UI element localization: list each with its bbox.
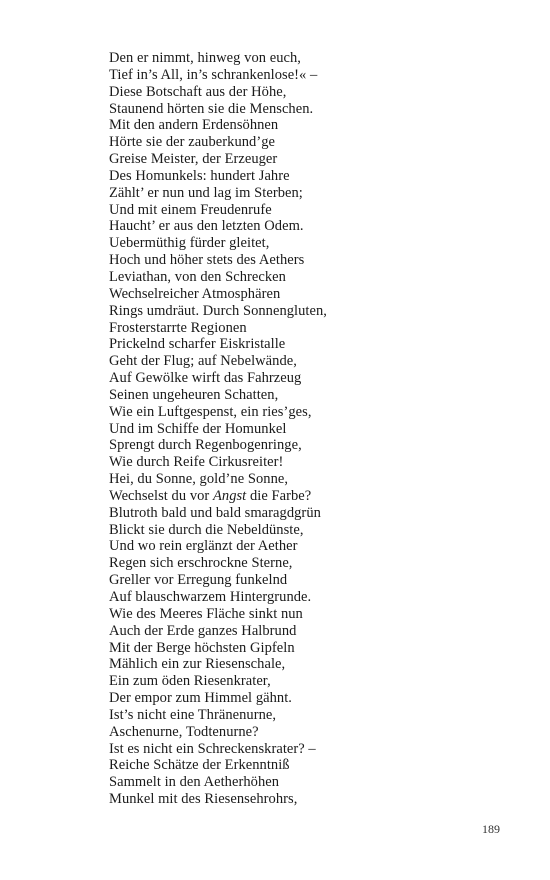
poem-line: Zählt’ er nun und lag im Sterben; [109,184,303,201]
poem-line: Ist es nicht ein Schreckenskrater? – [109,740,316,757]
poem-line: Munkel mit des Riesensehrohrs, [109,791,298,808]
poem-line: Mit den andern Erdensöhnen [109,117,279,134]
poem-line: Prickelnd scharfer Eiskristalle [109,336,286,353]
poem-line: Diese Botschaft aus der Höhe, [109,83,287,100]
poem-line: Aschenurne, Todtenurne? [109,723,259,740]
poem-line: Hoch und höher stets des Aethers [109,252,305,269]
poem-line: Auf Gewölke wirft das Fahrzeug [109,370,302,387]
poem-line: Reiche Schätze der Erkenntniß [109,757,290,774]
poem-line-segment: die Farbe? [246,487,312,504]
poem-line: Haucht’ er aus den letzten Odem. [109,218,304,235]
poem-line: Blickt sie durch die Nebeldünste, [109,521,304,538]
poem-line: Den er nimmt, hinweg von euch, [109,50,301,66]
poem-line: Frosterstarrte Regionen [109,319,247,336]
poem-line: Leviathan, von den Schrecken [109,268,286,285]
poem-line: Greller vor Erregung funkelnd [109,572,288,589]
poem-line: Mählich ein zur Riesenschale, [109,656,286,673]
poem-line: Rings umdräut. Durch Sonnengluten, [109,302,327,319]
poem-line: Ist’s nicht eine Thränenurne, [109,706,277,723]
poem-line: Geht der Flug; auf Nebelwände, [109,353,297,370]
page-number: 189 [482,822,500,836]
poem-line: Tief in’s All, in’s schrankenlose!« – [109,66,318,83]
poem-line: Und im Schiffe der Homunkel [109,420,287,437]
poem-line: Uebermüthig fürder gleitet, [109,235,270,252]
poem-line [109,488,327,505]
poem-line: Ein zum öden Riesenkrater, [109,673,271,690]
poem-line: Und wo rein erglänzt der Aether [109,538,298,555]
poem-line: Mit der Berge höchsten Gipfeln [109,639,295,656]
poem-line: Blutroth bald und bald smaragdgrün [109,504,321,521]
poem-line: Seinen ungeheuren Schatten, [109,386,279,403]
poem-line: Auf blauschwarzem Hintergrunde. [109,589,312,605]
poem-text [109,50,327,808]
poem-line: Regen sich erschrockne Sterne, [109,555,293,572]
poem-line: Hörte sie der zauberkund’ge [109,134,276,151]
poem-line: Sprengt durch Regenbogenringe, [109,437,302,454]
poem-line: Greise Meister, der Erzeuger [109,151,278,168]
poem-line: Und mit einem Freudenrufe [109,201,272,218]
poem-line: Wie durch Reife Cirkusreiter! [109,454,284,471]
poem-line: Wie des Meeres Fläche sinkt nun [109,605,303,622]
poem-line: Wie ein Luftgespenst, ein ries’ges, [109,403,312,420]
poem-line: Staunend hörten sie die Menschen. [109,100,314,117]
poem-line: Sammelt in den Aetherhöhen [109,774,280,791]
poem-line-emphasis: Angst [212,487,247,504]
poem-line: Wechselreicher Atmosphären [109,285,281,302]
poem-line-segment: Wechselst du vor [109,487,213,504]
poem-line: Hei, du Sonne, gold’ne Sonne, [109,471,289,488]
poem-line: Auch der Erde ganzes Halbrund [109,622,297,639]
poem-line: Des Homunkels: hundert Jahre [109,167,290,184]
poem-line: Der empor zum Himmel gähnt. [109,690,292,707]
